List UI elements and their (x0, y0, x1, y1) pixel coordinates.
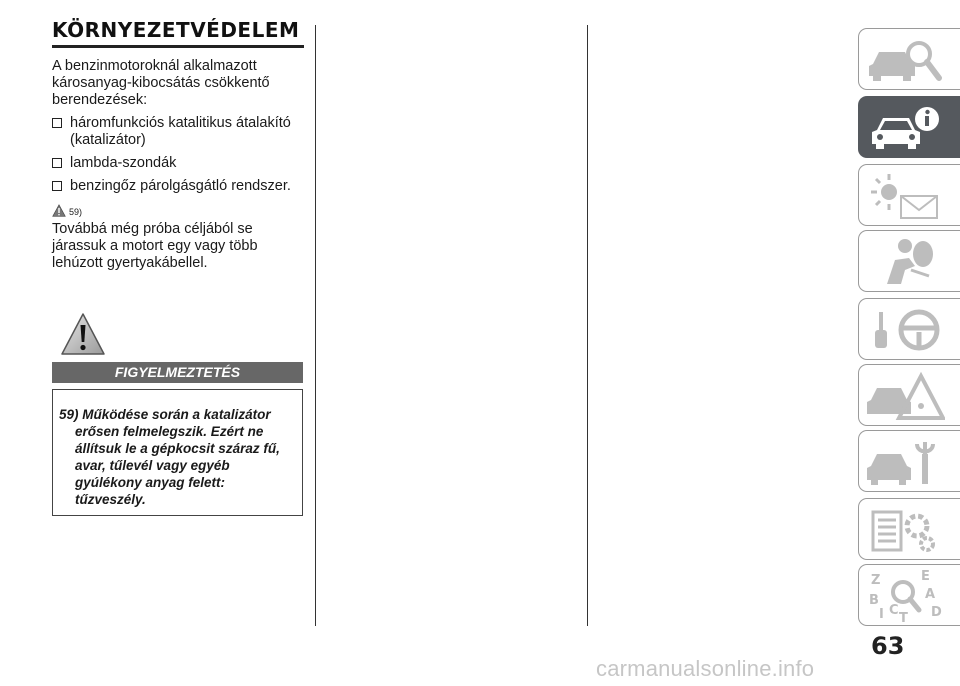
index-letter: Z (871, 573, 881, 588)
car-search-icon (865, 34, 945, 86)
index-letter: C (889, 603, 899, 618)
tab-starting-driving[interactable] (858, 298, 960, 360)
small-warning-icon (52, 204, 66, 217)
index-letter: A (925, 587, 936, 602)
warning-light-icon (865, 170, 945, 222)
outro-paragraph: Továbbá még próba céljából se járassuk a motort egy vagy több lehúzott gyertyakábellel. (52, 221, 258, 271)
tab-safety[interactable] (858, 230, 960, 292)
bullet-item: benzingőz párolgásgátló rendszer. (52, 178, 304, 195)
warning-reference[interactable] (52, 203, 304, 217)
tab-maintenance[interactable] (858, 430, 960, 492)
reference-number: 59) (69, 207, 83, 217)
airbag-person-icon (865, 236, 945, 288)
index-letter: T (899, 611, 908, 622)
section-title: KÖRNYEZETVÉDELEM (52, 18, 304, 48)
index-letter: D (931, 605, 942, 620)
index-letter: B (869, 593, 879, 608)
column-divider (315, 25, 316, 626)
car-info-icon (865, 102, 945, 154)
bullet-item: lambda-szondák (52, 155, 304, 172)
car-emergency-icon (865, 370, 945, 422)
bullet-item: háromfunkciós katalitikus átalakító (katalizátor) (52, 115, 304, 149)
tab-warning-lights[interactable] (858, 164, 960, 226)
checkbox-bullet-icon (52, 158, 62, 168)
tab-emergency[interactable] (858, 364, 960, 426)
warning-box (52, 389, 303, 516)
key-steering-wheel-icon (865, 304, 945, 356)
technical-data-icon (865, 504, 945, 556)
page-number: 63 (871, 632, 905, 660)
intro-paragraph: A benzinmotoroknál alkalmazott károsanyag-kibocsátás csökkentő berendezések: (52, 58, 270, 108)
warning-header: FIGYELMEZTETÉS (52, 362, 303, 383)
alphabetical-index-icon (865, 570, 945, 622)
tab-index[interactable] (858, 564, 960, 626)
tab-car-info[interactable] (858, 96, 960, 158)
car-maintenance-icon (865, 436, 945, 488)
tab-technical-data[interactable] (858, 498, 960, 560)
index-letter: I (879, 607, 884, 622)
watermark: carmanualsonline.info (596, 656, 815, 681)
tab-car-search[interactable] (858, 28, 960, 90)
warning-text: 59) Működése során a katalizátor erősen felmelegszik. Ezért ne állítsuk le a gépkocsit száraz fű, avar, tűlevél vagy egyéb gyúlékony anyag felett: tűzveszély. (59, 407, 280, 507)
main-column (52, 18, 304, 272)
index-letter: E (921, 570, 930, 584)
checkbox-bullet-icon (52, 118, 62, 128)
large-warning-icon (60, 312, 106, 356)
column-divider (587, 25, 588, 626)
checkbox-bullet-icon (52, 181, 62, 191)
